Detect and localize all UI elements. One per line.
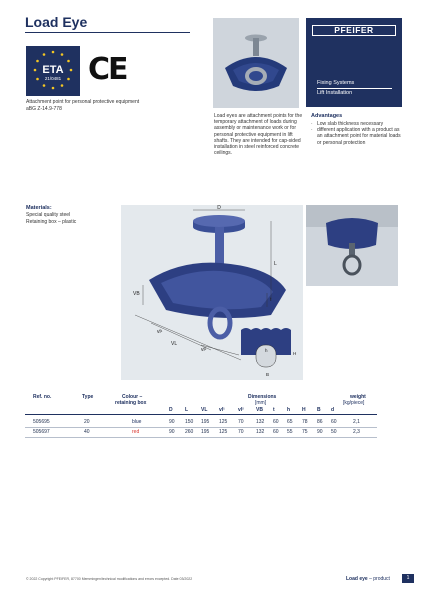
installation-photo	[306, 205, 398, 286]
dim-col-header: VL	[201, 407, 208, 413]
col-weight-unit: [kg/piece]	[343, 400, 365, 406]
dim-label-b: B	[266, 372, 270, 377]
cell-ref: 505695	[33, 419, 50, 425]
col-dimensions-header: Dimensions	[248, 394, 277, 400]
cell-dim: 150	[185, 419, 194, 425]
brand-logo: PFEIFER	[312, 25, 396, 36]
dim-label-l: L	[274, 261, 277, 267]
cell-type: 40	[84, 429, 90, 435]
cell-dim: 90	[169, 419, 175, 425]
cell-dim: 132	[256, 419, 265, 425]
cell-dim: 60	[331, 419, 337, 425]
cell-colour: red	[132, 429, 140, 435]
cell-dim: 86	[317, 419, 323, 425]
cell-dim: 125	[219, 429, 228, 435]
advantage-item: · different application with a product as an attachment point for material loads or personal protection	[311, 127, 401, 146]
category-label: Fixing Systems	[317, 80, 355, 86]
product-description: Load eyes are attachment points for the temporary attachment of loads during assembly or maintenance work or for personal protective equipment in lift shafts. They are intended for cap-sided installation in steel reinforced concrete ceilings.	[214, 113, 303, 157]
col-dimensions-unit: [mm]	[255, 400, 267, 406]
dim-col-header: B	[317, 407, 321, 413]
eta-label: ETA	[42, 64, 64, 76]
dim-col-header: vl¹	[219, 407, 225, 413]
cell-ref: 505697	[33, 429, 50, 435]
table-divider	[25, 414, 377, 415]
cell-dim: 55	[287, 429, 293, 435]
dim-col-header: vl²	[238, 407, 244, 413]
dim-label-vl: VL	[171, 341, 178, 347]
cell-dim: 75	[302, 429, 308, 435]
footer-product	[346, 576, 390, 582]
cell-dim: 70	[238, 419, 244, 425]
dim-col-header: L	[185, 407, 189, 413]
dim-label-big-h: H	[293, 351, 297, 356]
eta-badge-icon	[26, 46, 80, 96]
category-divider	[317, 88, 392, 89]
cell-dim: 260	[185, 429, 194, 435]
materials-heading: Materials:	[26, 205, 52, 211]
cell-dim: 195	[201, 429, 210, 435]
material-item: Retaining box – plastic	[26, 219, 77, 225]
technical-drawing	[121, 205, 303, 380]
dim-col-header: d	[331, 407, 335, 413]
product-table	[25, 394, 377, 444]
cell-colour: blue	[132, 419, 142, 425]
dim-col-header: t	[273, 407, 275, 413]
dim-label-vl2: vl²	[201, 347, 207, 353]
cell-dim: 78	[302, 419, 308, 425]
cell-dim: 60	[273, 419, 279, 425]
col-weight-header: weight	[350, 394, 366, 400]
material-item: Special quality steel	[26, 212, 71, 218]
dim-label-t: t	[270, 297, 272, 303]
cell-dim: 60	[273, 429, 279, 435]
cell-weight: 2,1	[353, 419, 360, 425]
title-divider	[25, 32, 190, 33]
eta-number: 21/0481	[44, 76, 62, 81]
cell-type: 20	[84, 419, 90, 425]
cell-dim: 90	[169, 429, 175, 435]
attachment-note: Attachment point for personal protective equipment aBG Z-14.9-778	[26, 99, 140, 112]
row-divider	[25, 427, 377, 428]
col-colour-header-2: retaining box	[115, 400, 147, 406]
footer-product-suffix: – product	[367, 576, 390, 582]
cell-weight: 2,3	[353, 429, 360, 435]
row-divider	[25, 437, 377, 438]
cell-dim: 90	[317, 429, 323, 435]
copyright-text: © 2022 Copyright PFEIFER, 87700 Memmingen/technical modifications and errors excepted. Date 03/2022	[26, 577, 193, 581]
dim-col-header: VB	[256, 407, 263, 413]
materials-list	[26, 212, 76, 226]
ce-mark: CE	[88, 52, 127, 87]
dim-col-header: D	[169, 407, 173, 413]
dim-label-vl1: vl¹	[157, 329, 163, 335]
dim-col-header: H	[302, 407, 306, 413]
product-photo	[213, 18, 299, 108]
dim-label-vb: VB	[133, 291, 140, 297]
advantage-item: · Low slab thickness necessary	[311, 121, 401, 127]
cell-dim: 132	[256, 429, 265, 435]
cell-dim: 50	[331, 429, 337, 435]
page-number: 1	[402, 574, 414, 583]
dim-col-header: h	[287, 407, 291, 413]
page-title: Load Eye	[25, 14, 88, 30]
col-colour-header: Colour –	[122, 394, 143, 400]
col-type-header: Type	[82, 394, 94, 400]
subcategory-label: Lift Installation	[317, 90, 353, 96]
advantages-list	[311, 121, 401, 146]
cell-dim: 65	[287, 419, 293, 425]
dim-label-h: h	[265, 348, 268, 353]
dim-label-d: D	[217, 205, 221, 211]
footer-product-name: Load eye	[346, 576, 368, 582]
cell-dim: 125	[219, 419, 228, 425]
cell-dim: 70	[238, 429, 244, 435]
advantages-heading: Advantages	[311, 113, 343, 119]
col-ref-header: Ref. no.	[33, 394, 52, 400]
cell-dim: 195	[201, 419, 210, 425]
